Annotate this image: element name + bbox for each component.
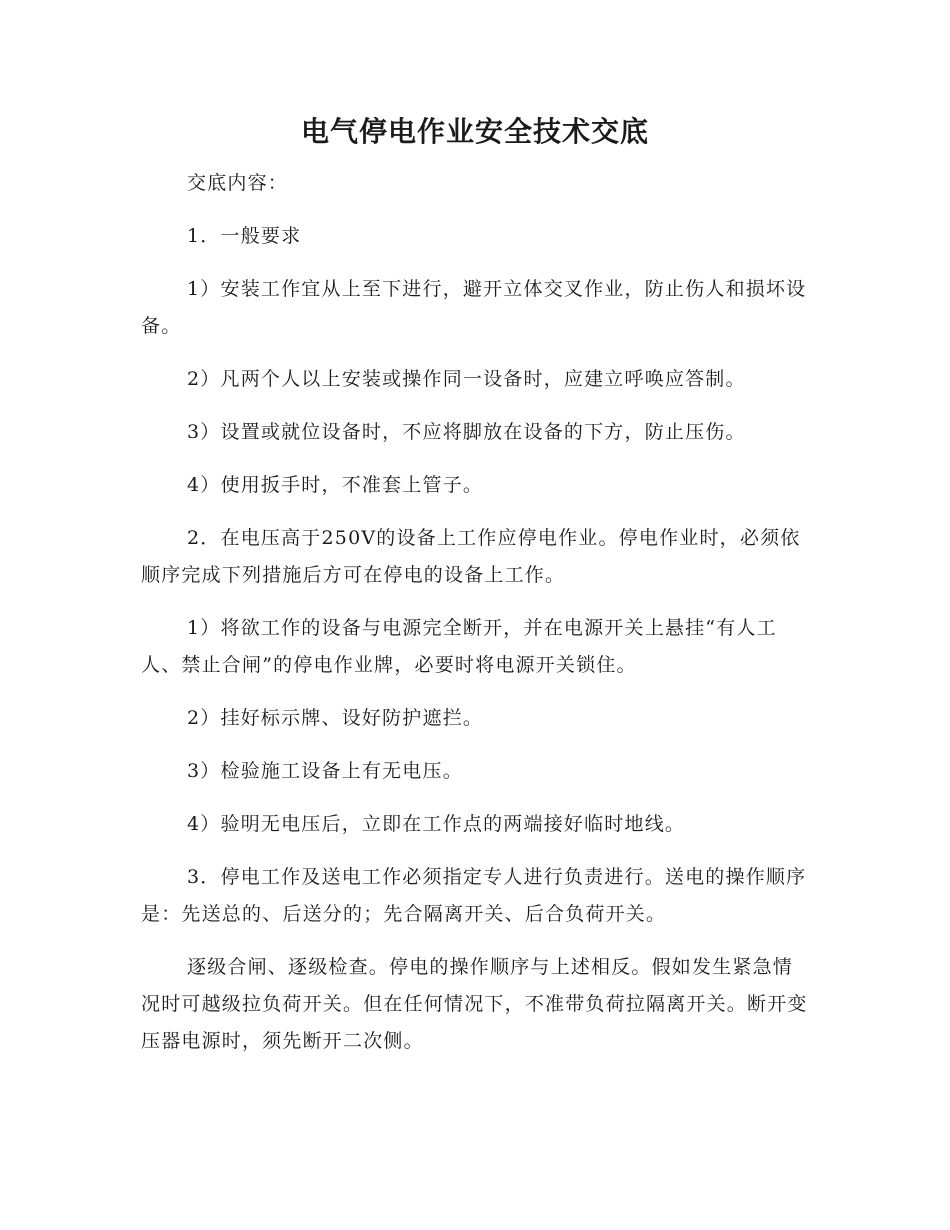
paragraph-section-1-heading: 1．一般要求	[187, 225, 302, 247]
paragraph-section-3-continued: 逐级合闸、逐级检查。停电的操作顺序与上述相反。假如发生紧急情况时可越级拉负荷开关。但在任何情况下，不准带负荷拉隔离开关。断开变压器电源时，须先断开二次侧。	[141, 956, 808, 1052]
paragraph-item-2-4: 4）验明无电压后，立即在工作点的两端接好临时地线。	[187, 813, 686, 835]
paragraph-section-2: 2．在电压高于250V的设备上工作应停电作业。停电作业时，必须依顺序完成下列措施后方可在停电的设备上工作。	[141, 527, 801, 586]
paragraph-intro: 交底内容：	[187, 172, 289, 194]
paragraph-item-1-4: 4）使用扳手时，不准套上管子。	[187, 474, 484, 496]
paragraph-item-2-1: 1）将欲工作的设备与电源完全断开，并在电源开关上悬挂“有人工人、禁止合闸”的停电作业牌，必要时将电源开关锁住。	[141, 617, 777, 676]
document-title: 电气停电作业安全技术交底	[300, 115, 649, 148]
paragraph-item-2-2: 2）挂好标示牌、设好防护遮拦。	[187, 707, 484, 729]
paragraph-item-2-3: 3）检验施工设备上有无电压。	[187, 760, 463, 782]
paragraph-item-1-3: 3）设置或就位设备时，不应将脚放在设备的下方，防止压伤。	[187, 421, 746, 443]
paragraph-section-3: 3．停电工作及送电工作必须指定专人进行负责进行。送电的操作顺序是：先送总的、后送分的；先合隔离开关、后合负荷开关。	[141, 866, 807, 925]
paragraph-item-1-2: 2）凡两个人以上安装或操作同一设备时，应建立呼唤应答制。	[187, 368, 746, 390]
document-body	[141, 165, 811, 1060]
paragraph-item-1-1: 1）安装工作宜从上至下进行，避开立体交叉作业，防止伤人和损坏设备。	[141, 278, 807, 337]
